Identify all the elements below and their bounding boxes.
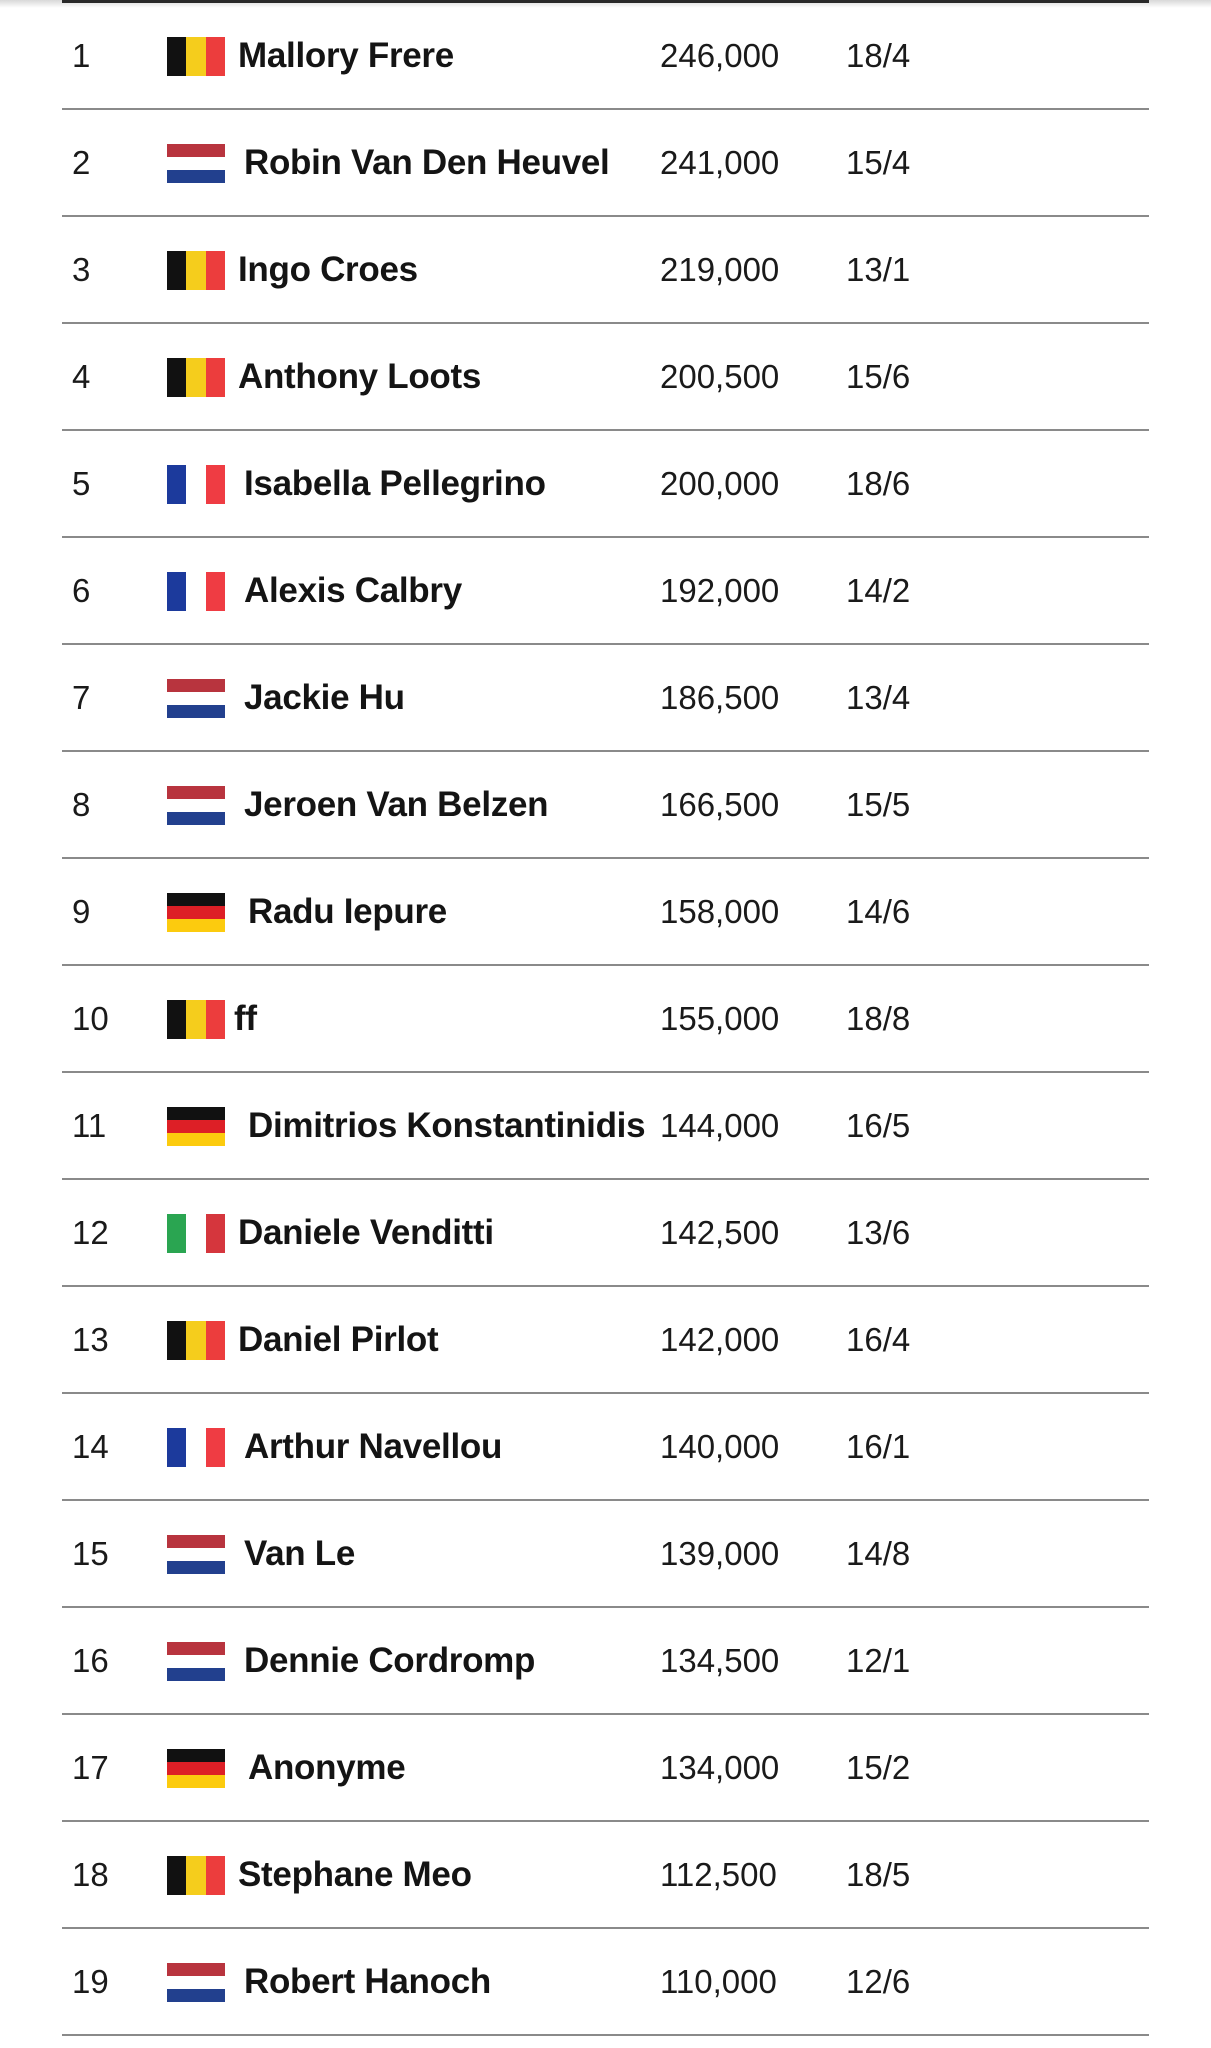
table-row[interactable] bbox=[62, 645, 1149, 752]
flag-stripe bbox=[167, 170, 225, 183]
flag-stripe bbox=[186, 572, 205, 611]
table-row[interactable] bbox=[62, 1822, 1149, 1929]
record-cell: 14/2 bbox=[846, 572, 911, 609]
be-flag-icon bbox=[167, 251, 225, 290]
record-cell: 15/6 bbox=[846, 358, 911, 395]
flag-stripe bbox=[206, 465, 225, 504]
flag-stripe bbox=[186, 1214, 205, 1253]
score-cell: 142,000 bbox=[660, 1321, 780, 1358]
record-cell: 16/4 bbox=[846, 1321, 911, 1358]
record-cell: 13/1 bbox=[846, 251, 911, 288]
score-cell: 155,000 bbox=[660, 1000, 780, 1037]
nl-flag-icon bbox=[167, 786, 225, 825]
rank-cell: 11 bbox=[72, 1107, 107, 1144]
flag-stripe bbox=[167, 1561, 225, 1574]
rank-cell: 5 bbox=[72, 465, 91, 502]
table-row[interactable] bbox=[62, 1929, 1149, 2036]
flag-stripe bbox=[167, 144, 225, 157]
record-cell: 16/1 bbox=[846, 1428, 911, 1465]
rank-cell: 10 bbox=[72, 1000, 109, 1037]
flag-stripe bbox=[186, 1856, 205, 1895]
flag-stripe bbox=[167, 572, 186, 611]
score-cell: 134,000 bbox=[660, 1749, 780, 1786]
table-row[interactable] bbox=[62, 3, 1149, 110]
flag-stripe bbox=[167, 1976, 225, 1989]
flag-stripe bbox=[167, 786, 225, 799]
flag-stripe bbox=[186, 1428, 205, 1467]
score-cell: 140,000 bbox=[660, 1428, 780, 1465]
score-cell: 200,000 bbox=[660, 465, 780, 502]
flag-stripe bbox=[167, 1535, 225, 1548]
it-flag-icon bbox=[167, 1214, 225, 1253]
nl-flag-icon bbox=[167, 679, 225, 718]
flag-stripe bbox=[186, 358, 205, 397]
flag-stripe bbox=[167, 1749, 225, 1762]
score-cell: 139,000 bbox=[660, 1535, 780, 1572]
rank-cell: 15 bbox=[72, 1535, 109, 1572]
table-row[interactable] bbox=[62, 538, 1149, 645]
flag-stripe bbox=[167, 1856, 186, 1895]
table-row[interactable] bbox=[62, 1180, 1149, 1287]
record-cell: 12/6 bbox=[846, 1963, 911, 2000]
rank-cell: 9 bbox=[72, 893, 91, 930]
rank-cell: 3 bbox=[72, 251, 91, 288]
rank-cell: 4 bbox=[72, 358, 91, 395]
flag-stripe bbox=[186, 251, 205, 290]
rank-cell: 2 bbox=[72, 144, 91, 181]
table-row[interactable] bbox=[62, 1501, 1149, 1608]
flag-stripe bbox=[167, 1668, 225, 1681]
nl-flag-icon bbox=[167, 1535, 225, 1574]
flag-stripe bbox=[167, 705, 225, 718]
rank-cell: 1 bbox=[72, 37, 91, 74]
player-name[interactable]: Stephane Meo bbox=[238, 1855, 472, 1894]
player-name[interactable]: Daniele Venditti bbox=[238, 1213, 494, 1252]
fr-flag-icon bbox=[167, 465, 225, 504]
score-cell: 110,000 bbox=[660, 1963, 777, 2000]
table-row[interactable] bbox=[62, 966, 1149, 1073]
rank-cell: 18 bbox=[72, 1856, 109, 1893]
flag-stripe bbox=[206, 572, 225, 611]
score-cell: 158,000 bbox=[660, 893, 780, 930]
table-row[interactable] bbox=[62, 1715, 1149, 1822]
flag-stripe bbox=[167, 692, 225, 705]
flag-stripe bbox=[167, 358, 186, 397]
record-cell: 15/4 bbox=[846, 144, 911, 181]
rank-cell: 13 bbox=[72, 1321, 109, 1358]
be-flag-icon bbox=[167, 358, 225, 397]
table-row[interactable] bbox=[62, 324, 1149, 431]
player-name[interactable]: Robin Van Den Heuvel bbox=[244, 143, 610, 182]
record-cell: 18/5 bbox=[846, 1856, 911, 1893]
score-cell: 241,000 bbox=[660, 144, 780, 181]
flag-stripe bbox=[167, 1133, 225, 1146]
rank-cell: 8 bbox=[72, 786, 91, 823]
flag-stripe bbox=[167, 1107, 225, 1120]
flag-stripe bbox=[167, 251, 186, 290]
player-name[interactable]: Jackie Hu bbox=[244, 678, 405, 717]
score-cell: 166,500 bbox=[660, 786, 780, 823]
rank-cell: 6 bbox=[72, 572, 91, 609]
rank-cell: 19 bbox=[72, 1963, 109, 2000]
nl-flag-icon bbox=[167, 144, 225, 183]
player-name[interactable]: Mallory Frere bbox=[238, 36, 454, 75]
player-name[interactable]: Dennie Cordromp bbox=[244, 1641, 536, 1680]
table-row[interactable] bbox=[62, 1608, 1149, 1715]
nl-flag-icon bbox=[167, 1963, 225, 2002]
player-name[interactable]: Jeroen Van Belzen bbox=[244, 785, 549, 824]
flag-stripe bbox=[206, 1321, 225, 1360]
flag-stripe bbox=[167, 1214, 186, 1253]
player-name[interactable]: Robert Hanoch bbox=[244, 1962, 491, 2001]
table-row[interactable] bbox=[62, 431, 1149, 538]
flag-stripe bbox=[167, 1655, 225, 1668]
be-flag-icon bbox=[167, 37, 225, 76]
be-flag-icon bbox=[167, 1000, 225, 1039]
de-flag-icon bbox=[167, 893, 225, 932]
fr-flag-icon bbox=[167, 1428, 225, 1467]
flag-stripe bbox=[167, 1120, 225, 1133]
score-cell: 200,500 bbox=[660, 358, 780, 395]
record-cell: 13/6 bbox=[846, 1214, 911, 1251]
rank-cell: 7 bbox=[72, 679, 91, 716]
score-cell: 192,000 bbox=[660, 572, 780, 609]
score-cell: 186,500 bbox=[660, 679, 780, 716]
flag-stripe bbox=[167, 1548, 225, 1561]
flag-stripe bbox=[167, 812, 225, 825]
flag-stripe bbox=[206, 1428, 225, 1467]
table-row[interactable] bbox=[62, 217, 1149, 324]
flag-stripe bbox=[167, 1000, 186, 1039]
score-cell: 134,500 bbox=[660, 1642, 780, 1679]
player-name[interactable]: Anthony Loots bbox=[238, 357, 481, 396]
score-cell: 219,000 bbox=[660, 251, 780, 288]
flag-stripe bbox=[206, 1214, 225, 1253]
score-cell: 144,000 bbox=[660, 1107, 780, 1144]
record-cell: 18/8 bbox=[846, 1000, 911, 1037]
record-cell: 15/2 bbox=[846, 1749, 911, 1786]
rank-cell: 12 bbox=[72, 1214, 109, 1251]
flag-stripe bbox=[186, 1000, 205, 1039]
player-name[interactable]: Daniel Pirlot bbox=[238, 1320, 439, 1359]
flag-stripe bbox=[206, 1856, 225, 1895]
player-name[interactable]: Alexis Calbry bbox=[244, 571, 462, 610]
record-cell: 15/5 bbox=[846, 786, 911, 823]
player-name[interactable]: Radu Iepure bbox=[248, 892, 447, 931]
flag-stripe bbox=[167, 1642, 225, 1655]
table-row[interactable] bbox=[62, 1287, 1149, 1394]
record-cell: 16/5 bbox=[846, 1107, 911, 1144]
score-cell: 246,000 bbox=[660, 37, 780, 74]
score-cell: 112,500 bbox=[660, 1856, 777, 1893]
rank-cell: 16 bbox=[72, 1642, 109, 1679]
flag-stripe bbox=[167, 37, 186, 76]
flag-stripe bbox=[206, 37, 225, 76]
flag-stripe bbox=[186, 1321, 205, 1360]
record-cell: 13/4 bbox=[846, 679, 911, 716]
table-row[interactable] bbox=[62, 110, 1149, 217]
flag-stripe bbox=[167, 799, 225, 812]
flag-stripe bbox=[186, 465, 205, 504]
player-name[interactable]: ff bbox=[234, 999, 257, 1038]
player-name[interactable]: Anonyme bbox=[248, 1748, 406, 1787]
be-flag-icon bbox=[167, 1321, 225, 1360]
flag-stripe bbox=[167, 1963, 225, 1976]
table-row[interactable] bbox=[62, 1073, 1149, 1180]
player-name[interactable]: Dimitrios Konstantinidis bbox=[248, 1106, 646, 1145]
record-cell: 18/6 bbox=[846, 465, 911, 502]
record-cell: 12/1 bbox=[846, 1642, 911, 1679]
flag-stripe bbox=[167, 1762, 225, 1775]
fr-flag-icon bbox=[167, 572, 225, 611]
player-name[interactable]: Isabella Pellegrino bbox=[244, 464, 546, 503]
be-flag-icon bbox=[167, 1856, 225, 1895]
flag-stripe bbox=[186, 37, 205, 76]
ranking-table bbox=[62, 3, 1149, 2036]
player-name[interactable]: Arthur Navellou bbox=[244, 1427, 503, 1466]
rank-cell: 17 bbox=[72, 1749, 109, 1786]
flag-stripe bbox=[167, 1775, 225, 1788]
table-row[interactable] bbox=[62, 859, 1149, 966]
flag-stripe bbox=[167, 679, 225, 692]
flag-stripe bbox=[167, 893, 225, 906]
nl-flag-icon bbox=[167, 1642, 225, 1681]
table-row[interactable] bbox=[62, 1394, 1149, 1501]
score-cell: 142,500 bbox=[660, 1214, 780, 1251]
record-cell: 18/4 bbox=[846, 37, 911, 74]
de-flag-icon bbox=[167, 1107, 225, 1146]
flag-stripe bbox=[167, 1428, 186, 1467]
table-row[interactable] bbox=[62, 752, 1149, 859]
flag-stripe bbox=[167, 919, 225, 932]
record-cell: 14/6 bbox=[846, 893, 911, 930]
flag-stripe bbox=[206, 251, 225, 290]
player-name[interactable]: Ingo Croes bbox=[238, 250, 418, 289]
flag-stripe bbox=[167, 157, 225, 170]
record-cell: 14/8 bbox=[846, 1535, 911, 1572]
rank-cell: 14 bbox=[72, 1428, 109, 1465]
flag-stripe bbox=[167, 465, 186, 504]
flag-stripe bbox=[206, 1000, 225, 1039]
de-flag-icon bbox=[167, 1749, 225, 1788]
flag-stripe bbox=[167, 906, 225, 919]
flag-stripe bbox=[167, 1321, 186, 1360]
flag-stripe bbox=[206, 358, 225, 397]
player-name[interactable]: Van Le bbox=[244, 1534, 356, 1573]
flag-stripe bbox=[167, 1989, 225, 2002]
